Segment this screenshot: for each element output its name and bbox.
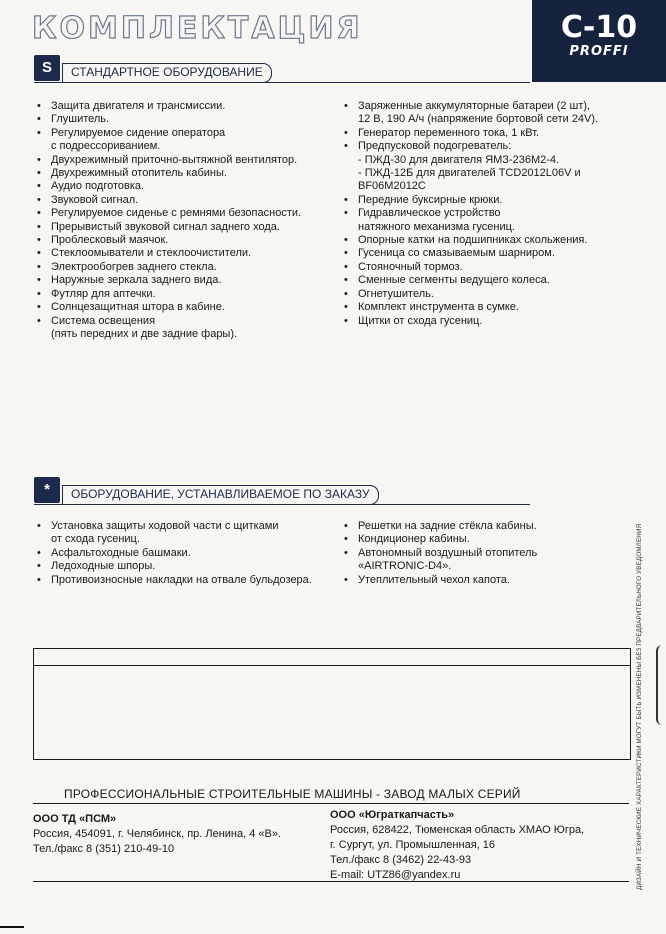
list-item: - ПЖД-12Б для двигателей TCD2012L06V и BF06M2012C — [358, 167, 581, 193]
list-item: • Установка защиты ходовой части с щитками от схода гусениц. — [36, 520, 341, 547]
section-divider — [34, 82, 530, 83]
optional-section-header — [34, 477, 530, 507]
list-item: • Предпусковой подогреватель: — [343, 140, 643, 153]
dealer-phone: Тел./факс 8 (3462) 22-43-93 — [330, 854, 472, 866]
list-item: • Огнетушитель. — [343, 288, 643, 301]
standard-icon: S — [34, 55, 60, 81]
dealer-psm — [33, 812, 281, 857]
dealer-address-line2: г. Сургут, ул. Промышленная, 16 — [330, 839, 495, 851]
list-item: • Передние буксирные крюки. — [343, 194, 643, 207]
page-edge-tab — [656, 645, 666, 725]
list-item: • Двухрежимный приточно-вытяжной вентилятор. — [36, 154, 341, 167]
section-divider — [34, 504, 530, 505]
list-item: • Электрообогрев заднего стекла. — [36, 261, 341, 274]
list-item: • Автономный воздушный отопитель «AIRTRONIC-D4». — [343, 547, 633, 574]
list-item: • Щитки от схода гусениц. — [343, 315, 643, 328]
model-badge — [532, 0, 666, 82]
list-item: • Стеклоомыватели и стеклоочистители. — [36, 247, 341, 260]
footer-slogan: ПРОФЕССИОНАЛЬНЫЕ СТРОИТЕЛЬНЫЕ МАШИНЫ - ЗАВОД МАЛЫХ СЕРИЙ — [64, 787, 521, 801]
list-item: • Солнцезащитная штора в кабине. — [36, 301, 341, 314]
optional-list-right — [343, 520, 633, 587]
list-item: • Генератор переменного тока, 1 кВт. — [343, 127, 643, 140]
list-item: • Регулируемое сидение оператора с подрессориванием. — [36, 127, 341, 154]
list-item: • Двухрежимный отопитель кабины. — [36, 167, 341, 180]
list-item: • Противоизносные накладки на отвале бульдозера. — [36, 574, 341, 587]
list-item: • Глушитель. — [36, 113, 341, 126]
list-item: • Решетки на задние стёкла кабины. — [343, 520, 633, 533]
list-item: • Сменные сегменты ведущего колеса. — [343, 274, 643, 287]
list-item: • Опорные катки на подшипниках скольжения. — [343, 234, 643, 247]
list-item: • Проблесковый маячок. — [36, 234, 341, 247]
optional-icon: * — [34, 477, 60, 503]
list-item: • Кондиционер кабины. — [343, 533, 633, 546]
blank-info-box — [33, 648, 631, 760]
standard-list-left — [36, 100, 341, 341]
list-item: • Заряженные аккумуляторные батареи (2 шт), 12 В, 190 А/ч (напряжение бортовой сети 24V). — [343, 100, 643, 127]
list-item: • Прерывистый звуковой сигнал заднего хода. — [36, 221, 341, 234]
dealer-phone: Тел./факс 8 (351) 210-49-10 — [33, 843, 175, 855]
list-item: • Асфальтоходные башмаки. — [36, 547, 341, 560]
model-name: С-10 — [560, 10, 638, 45]
model-subtitle: PROFFI — [569, 44, 629, 59]
dealer-address: Россия, 628422, Тюменская область ХМАО Югра, — [330, 824, 585, 836]
list-item: - ПЖД-30 для двигателя ЯМЗ-236М2-4. — [358, 153, 560, 166]
list-item: • Регулируемое сиденье с ремнями безопасности. — [36, 207, 341, 220]
page-title: КОМПЛЕКТАЦИЯ — [32, 11, 363, 46]
dealer-address: Россия, 454091, г. Челябинск, пр. Ленина, 4 «В». — [33, 828, 282, 840]
standard-section-title: СТАНДАРТНОЕ ОБОРУДОВАНИЕ — [62, 63, 272, 83]
dealer-name: ООО «Юграткапчасть» — [330, 809, 455, 821]
list-item: • Ледоходные шпоры. — [36, 560, 341, 573]
list-item: • Комплект инструмента в сумке. — [343, 301, 643, 314]
footer-bottom-divider — [33, 881, 629, 882]
list-item: • Наружные зеркала заднего вида. — [36, 274, 341, 287]
list-item: • Гидравлическое устройство натяжного механизма гусениц. — [343, 207, 643, 234]
list-item: • Аудио подготовка. — [36, 180, 341, 193]
optional-list-left — [36, 520, 341, 587]
list-item: • Стояночный тормоз. — [343, 261, 643, 274]
list-item: • Звуковой сигнал. — [36, 194, 341, 207]
list-item: • Футляр для аптечки. — [36, 288, 341, 301]
dealer-yugratrak — [330, 808, 584, 883]
box-divider — [34, 665, 630, 666]
list-item: • Защита двигателя и трансмиссии. — [36, 100, 341, 113]
disclaimer-vertical: ДИЗАЙН И ТЕХНИЧЕСКИЕ ХАРАКТЕРИСТИКИ МОГУТ БЫТЬ ИЗМЕНЕНЫ БЕЗ ПРЕДВАРИТЕЛЬНОГО УВЕДОМЛЕНИЯ — [636, 523, 643, 890]
footer-divider — [33, 803, 629, 804]
dealer-email: E-mail: UTZ86@yandex.ru — [330, 869, 461, 881]
corner-mark — [0, 926, 24, 928]
optional-section-title: ОБОРУДОВАНИЕ, УСТАНАВЛИВАЕМОЕ ПО ЗАКАЗУ — [62, 485, 379, 505]
standard-section-header — [34, 55, 530, 85]
list-item: • Гусеница со смазываемым шарниром. — [343, 247, 643, 260]
list-item: • Система освещения (пять передних и две задние фары). — [36, 315, 341, 342]
standard-list-right — [343, 100, 643, 328]
dealer-name: ООО ТД «ПСМ» — [33, 813, 117, 825]
list-item: • Утеплительный чехол капота. — [343, 574, 633, 587]
